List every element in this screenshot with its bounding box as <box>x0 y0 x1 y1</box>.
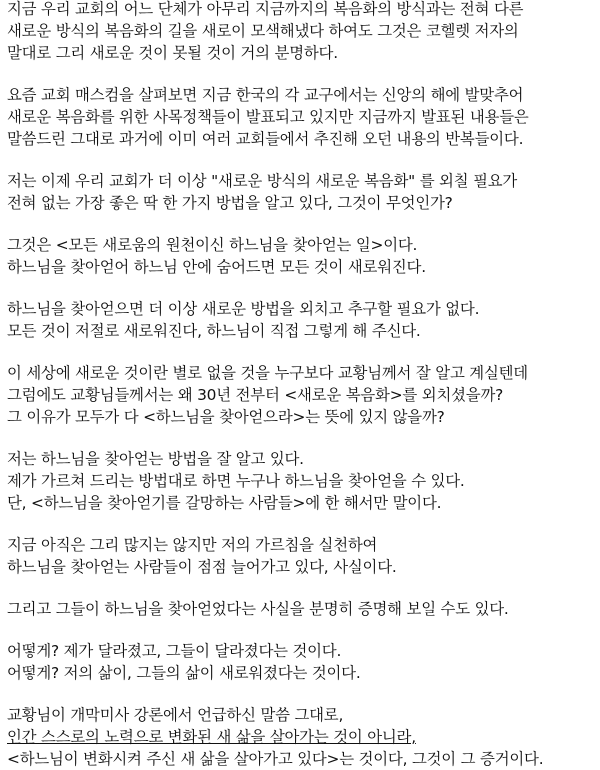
paragraph <box>7 0 594 64</box>
paragraph-gap <box>7 514 594 534</box>
text-line: 그리고 그들이 하느님을 찾아얻었다는 사실을 분명히 증명해 보일 수도 있다. <box>7 600 509 618</box>
paragraph-gap <box>7 578 594 598</box>
text-line: 교황님이 개막미사 강론에서 언급하신 말씀 그대로, <box>7 706 344 724</box>
paragraph <box>7 534 594 578</box>
text-line: <하느님이 변화시켜 주신 새 삶을 살아가고 있다>는 것이다, 그것이 그 증거이다. <box>7 750 544 768</box>
paragraph-gap <box>7 620 594 640</box>
paragraph <box>7 704 594 770</box>
paragraph <box>7 234 594 278</box>
text-line: 제가 가르쳐 드리는 방법대로 하면 누구나 하느님을 찾아얻을 수 있다. <box>7 472 465 490</box>
text-line: 저는 하느님을 찾아얻는 방법을 잘 알고 있다. <box>7 450 304 468</box>
text-line: 말씀드린 그대로 과거에 이미 여러 교회들에서 추진해 오던 내용의 반복들이다. <box>7 130 524 148</box>
paragraph <box>7 448 594 514</box>
paragraph <box>7 598 594 620</box>
text-line: 새로운 복음화를 위한 사목정책들이 발표되고 있지만 지금까지 발표된 내용들은 <box>7 108 529 126</box>
paragraph <box>7 298 594 342</box>
paragraph <box>7 362 594 428</box>
text-line: 요즘 교회 매스컴을 살펴보면 지금 한국의 각 교구에서는 신앙의 해에 발맞추어 <box>7 86 524 104</box>
paragraph-gap <box>7 684 594 704</box>
underlined-text-line: 인간 스스로의 노력으로 변화된 새 삶을 살아가는 것이 아니라, <box>7 728 416 746</box>
text-line: 하느님을 찾아얻어 하느님 안에 숨어드면 모든 것이 새로워진다. <box>7 258 426 276</box>
text-line: 새로운 방식의 복음화의 길을 새로이 모색해냈다 하여도 그것은 코헬렛 저자의 <box>7 22 519 40</box>
paragraph <box>7 84 594 150</box>
text-line: 말대로 그리 새로운 것이 못될 것이 거의 분명하다. <box>7 44 338 62</box>
paragraph-gap <box>7 278 594 298</box>
text-line: 지금 우리 교회의 어느 단체가 아무리 지금까지의 복음화의 방식과는 전혀 다른 <box>7 0 524 18</box>
text-line: 그것은 <모든 새로움의 원천이신 하느님을 찾아얻는 일>이다. <box>7 236 418 254</box>
text-line: 모든 것이 저절로 새로워진다, 하느님이 직접 그렇게 해 주신다. <box>7 322 421 340</box>
text-line: 어떻게? 제가 달라졌고, 그들이 달라졌다는 것이다. <box>7 642 342 660</box>
text-line: 하느님을 찾아얻으면 더 이상 새로운 방법을 외치고 추구할 필요가 없다. <box>7 300 480 318</box>
paragraph <box>7 170 594 214</box>
paragraph <box>7 640 594 684</box>
text-line: 저는 이제 우리 교회가 더 이상 "새로운 방식의 새로운 복음화" 를 외칠 필요가 <box>7 172 518 190</box>
text-line: 단, <하느님을 찾아얻기를 갈망하는 사람들>에 한 해서만 말이다. <box>7 494 442 512</box>
paragraph-gap <box>7 428 594 448</box>
paragraph-gap <box>7 214 594 234</box>
text-line: 어떻게? 저의 삶이, 그들의 삶이 새로워졌다는 것이다. <box>7 664 361 682</box>
text-line: 전혀 없는 가장 좋은 딱 한 가지 방법을 알고 있다, 그것이 무엇인가? <box>7 194 453 212</box>
paragraph-gap <box>7 64 594 84</box>
text-line: 이 세상에 새로운 것이란 별로 없을 것을 누구보다 교황님께서 잘 알고 계실텐데 <box>7 364 528 382</box>
text-line: 하느님을 찾아얻는 사람들이 점점 늘어가고 있다, 사실이다. <box>7 558 397 576</box>
text-line: 그 이유가 모두가 다 <하느님을 찾아얻으라>는 뜻에 있지 않을까? <box>7 408 445 426</box>
paragraph-gap <box>7 342 594 362</box>
paragraph-gap <box>7 150 594 170</box>
text-line: 지금 아직은 그리 많지는 않지만 저의 가르침을 실천하여 <box>7 536 378 554</box>
text-line: 그럼에도 교황님들께서는 왜 30년 전부터 <새로운 복음화>를 외치셨을까? <box>7 386 504 404</box>
